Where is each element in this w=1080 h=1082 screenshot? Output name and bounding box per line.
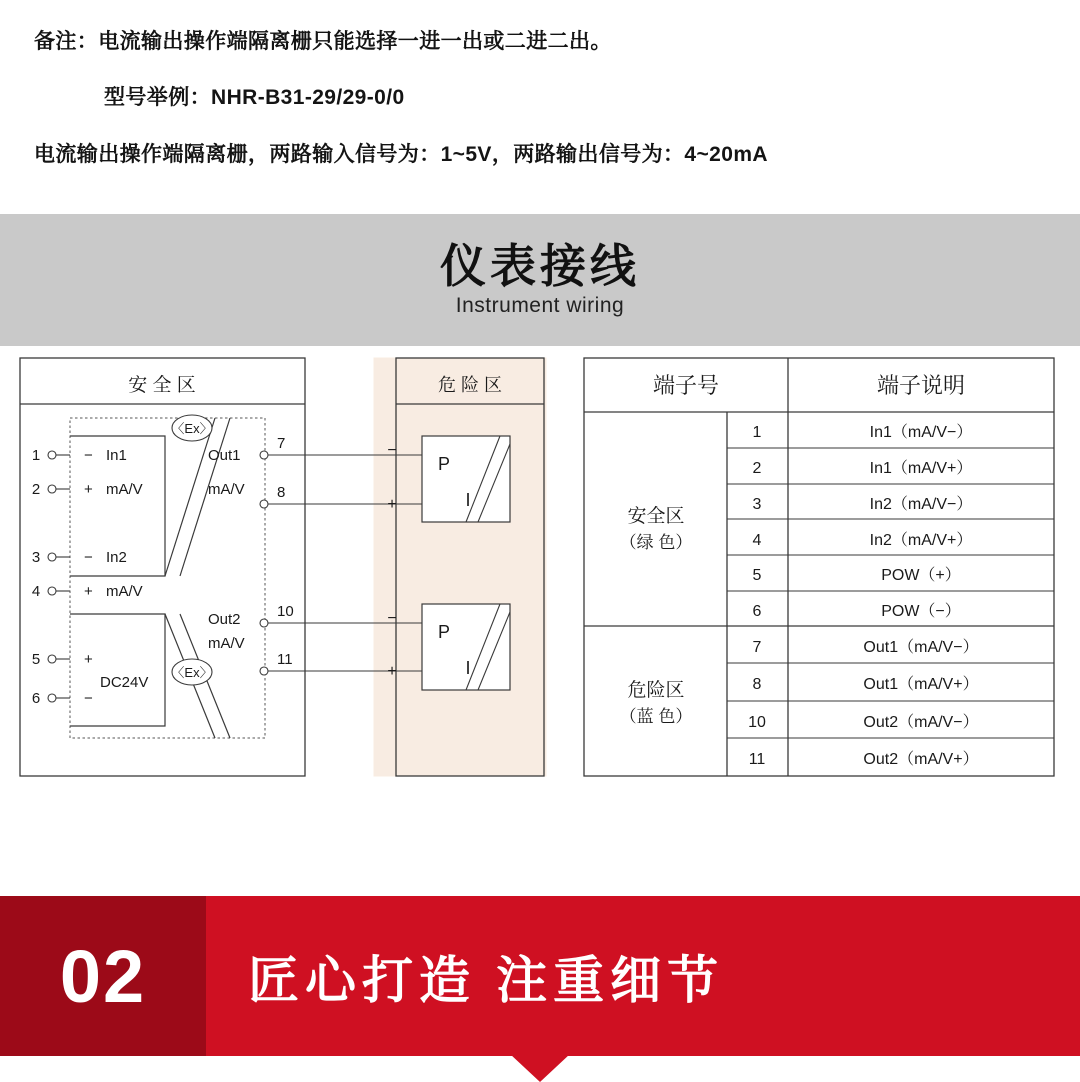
table-row-desc-8: Out1（mA/V+）	[863, 676, 979, 693]
left-terminal-num-6: 6	[31, 690, 41, 707]
left-terminal-dot-5	[48, 655, 56, 663]
table-row-desc-10: Out2（mA/V−）	[863, 714, 979, 731]
left-terminal-name-1: In1	[106, 447, 127, 464]
left-terminal-name-3: In2	[106, 549, 127, 566]
left-terminal-num-2: 2	[31, 481, 41, 498]
left-terminal-sign-2: +	[84, 481, 93, 498]
table-row-desc-4: In2（mA/V+）	[869, 532, 973, 549]
table-group-label-safe: 安全区	[627, 506, 685, 527]
section-slogan: 匠心打造 注重细节	[248, 952, 725, 1009]
table-row-desc-1: In1（mA/V−）	[869, 424, 973, 441]
table-row-desc-11: Out2（mA/V+）	[863, 751, 979, 768]
right-terminal-dot-10	[260, 619, 268, 627]
section-number: 02	[59, 934, 147, 1018]
right-terminal-num-8: 8	[277, 484, 286, 501]
out1-label-bottom: mA/V	[208, 481, 245, 498]
safe-zone-box	[20, 358, 305, 776]
table-row-num-11: 11	[748, 751, 766, 768]
right-terminal-num-10: 10	[277, 603, 294, 620]
ex-marker-bottom-label: 〈Ex〉	[171, 665, 213, 680]
table-row-num-3: 3	[752, 496, 762, 513]
table-group-color-hazard: （蓝 色）	[619, 707, 693, 726]
left-terminal-dot-3	[48, 553, 56, 561]
left-terminal-sign-6: −	[84, 690, 93, 707]
footer-notch	[510, 1054, 570, 1082]
section-footer-band	[0, 896, 1080, 1056]
note-line-3: 电流输出操作端隔离栅，两路输入信号为：1~5V，两路输出信号为：4~20mA	[34, 143, 768, 166]
left-terminal-dot-4	[48, 587, 56, 595]
left-terminal-num-5: 5	[31, 651, 41, 668]
right-terminal-dot-8	[260, 500, 268, 508]
table-group-label-hazard: 危险区	[627, 680, 685, 701]
wiring-diagram	[0, 346, 1080, 846]
load2-symbol-top: P	[437, 622, 451, 642]
left-terminal-num-4: 4	[31, 583, 41, 600]
safe-zone-label: 安 全 区	[128, 375, 196, 396]
out2-label-bottom: mA/V	[208, 635, 245, 652]
left-terminal-sign-1: −	[84, 447, 93, 464]
left-terminal-num-3: 3	[31, 549, 41, 566]
table-row-num-1: 1	[752, 424, 762, 441]
table-row-num-5: 5	[752, 567, 762, 584]
left-terminal-dot-1	[48, 451, 56, 459]
table-row-num-8: 8	[752, 676, 762, 693]
load2-symbol-bottom: I	[465, 658, 471, 678]
right-terminal-dot-11	[260, 667, 268, 675]
table-row-desc-3: In2（mA/V−）	[869, 496, 973, 513]
wiring-diagram-section	[0, 346, 1080, 846]
left-terminal-dot-2	[48, 485, 56, 493]
out1-label-top: Out1	[208, 447, 241, 464]
note-line-1: 备注：电流输出操作端隔离栅只能选择一进一出或二进二出。	[34, 30, 612, 53]
table-group-color-safe: （绿 色）	[619, 533, 693, 552]
right-terminal-dot-7	[260, 451, 268, 459]
left-terminal-sign-3: −	[84, 549, 93, 566]
left-terminal-sign-5: +	[84, 651, 93, 668]
table-row-desc-6: POW（−）	[881, 603, 961, 620]
table-row-desc-2: In1（mA/V+）	[869, 460, 973, 477]
left-terminal-dot-6	[48, 694, 56, 702]
table-row-desc-5: POW（+）	[881, 567, 961, 584]
out2-label-top: Out2	[208, 611, 241, 628]
left-terminal-name-2: mA/V	[106, 481, 143, 498]
left-terminal-name-4: mA/V	[106, 583, 143, 600]
table-header-terminal-no: 端子号	[652, 373, 720, 398]
hazard-sign-10: −	[387, 610, 397, 627]
load1-symbol-bottom: I	[465, 490, 471, 510]
hazard-sign-11: +	[387, 663, 397, 680]
load1-symbol-top: P	[437, 454, 451, 474]
notes-section	[0, 0, 1080, 214]
section-banner	[0, 214, 1080, 346]
hazard-sign-8: +	[387, 496, 397, 513]
left-terminal-num-1: 1	[31, 447, 41, 464]
left-terminal-name-5: DC24V	[100, 674, 149, 691]
note-line-2: 型号举例：NHR-B31-29/29-0/0	[104, 85, 405, 109]
table-row-desc-7: Out1（mA/V−）	[863, 639, 979, 656]
section-number-block	[0, 896, 206, 1056]
table-row-num-4: 4	[752, 532, 762, 549]
table-header-terminal-desc: 端子说明	[876, 373, 966, 398]
hazard-zone-fill	[374, 358, 546, 776]
banner-title-en: Instrument wiring	[455, 294, 625, 318]
table-row-num-2: 2	[752, 460, 762, 477]
hazard-sign-7: −	[387, 442, 397, 459]
left-terminal-sign-4: +	[84, 583, 93, 600]
right-terminal-num-11: 11	[277, 651, 293, 668]
table-row-num-7: 7	[752, 639, 762, 656]
ex-marker-top-label: 〈Ex〉	[171, 421, 213, 436]
banner-title-cn: 仪表接线	[440, 239, 640, 292]
table-row-num-6: 6	[752, 603, 762, 620]
right-terminal-num-7: 7	[277, 435, 286, 452]
hazard-zone-label: 危 险 区	[437, 375, 503, 395]
table-row-num-10: 10	[748, 714, 766, 731]
